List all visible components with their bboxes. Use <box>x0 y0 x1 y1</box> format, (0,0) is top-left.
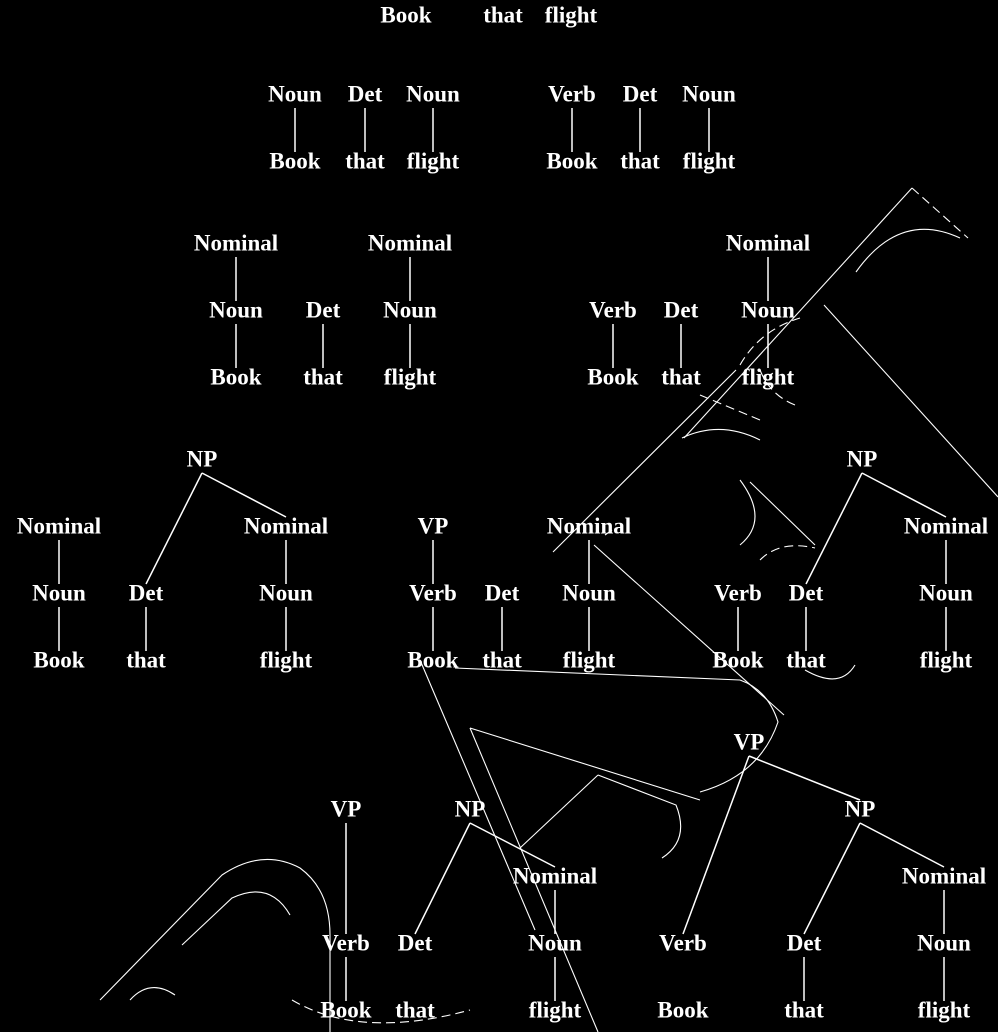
node-label-t10-m3: Nominal <box>901 863 987 889</box>
node-label-t2-w3: flight <box>406 148 460 174</box>
node-label-t2-n1: Noun <box>268 81 322 107</box>
tree-edge-t10-np-n2 <box>804 823 860 934</box>
node-label-t8-w2: that <box>786 647 826 673</box>
node-label-t4-n2: Det <box>305 297 341 323</box>
node-label-t10-w3: flight <box>917 997 971 1023</box>
node-label-t8-n3: Noun <box>919 580 973 606</box>
node-label-t3-n2: Det <box>622 81 658 107</box>
node-label-t7-m3: Nominal <box>546 513 632 539</box>
node-label-t7-w3: flight <box>562 647 616 673</box>
node-label-t4-m3: Nominal <box>367 230 453 256</box>
node-label-t6-n2: Det <box>128 580 164 606</box>
tree-edge-t10-np-m3 <box>860 823 944 867</box>
node-label-t9-w3: flight <box>528 997 582 1023</box>
node-label-t5-n2: Det <box>663 297 699 323</box>
tree-edges <box>59 108 946 1001</box>
tree-edge-t10-vp-n1 <box>683 756 749 934</box>
node-label-t2-w2: that <box>345 148 385 174</box>
tree-edge-t6-np-n2 <box>146 473 202 584</box>
node-label-t8-n1: Verb <box>714 580 762 606</box>
node-label-t3-w3: flight <box>682 148 736 174</box>
node-label-t10-n1: Verb <box>659 930 707 956</box>
node-label-t3-w2: that <box>620 148 660 174</box>
node-label-t6-w3: flight <box>259 647 313 673</box>
node-label-t5-w2: that <box>661 364 701 390</box>
node-label-t5-w3: flight <box>741 364 795 390</box>
node-label-t6-m3: Nominal <box>243 513 329 539</box>
node-label-t10-vp: VP <box>733 729 765 755</box>
node-label-t3-w1: Book <box>546 148 598 174</box>
node-label-t9-m3: Nominal <box>512 863 598 889</box>
node-label-t4-w1: Book <box>210 364 262 390</box>
node-label-t7-w1: Book <box>407 647 459 673</box>
node-label-t1-b: that <box>483 2 523 28</box>
node-label-t9-n2: Det <box>397 930 433 956</box>
node-label-t6-n3: Noun <box>259 580 313 606</box>
node-label-t5-w1: Book <box>587 364 639 390</box>
node-label-t4-w2: that <box>303 364 343 390</box>
node-label-t6-np: NP <box>186 446 218 472</box>
node-label-t4-n3: Noun <box>383 297 437 323</box>
node-label-t9-n1: Verb <box>322 930 370 956</box>
node-label-t5-n1: Verb <box>589 297 637 323</box>
node-label-t10-n3: Noun <box>917 930 971 956</box>
node-label-t7-n1: Verb <box>409 580 457 606</box>
node-label-t9-vp: VP <box>330 796 362 822</box>
node-label-t2-w1: Book <box>269 148 321 174</box>
node-label-t6-w2: that <box>126 647 166 673</box>
node-label-t9-w2: that <box>395 997 435 1023</box>
tree-edge-t8-np-n2 <box>806 473 862 584</box>
node-label-t8-w3: flight <box>919 647 973 673</box>
node-label-t9-n3: Noun <box>528 930 582 956</box>
node-label-t1-c: flight <box>544 2 598 28</box>
tree-edge-t10-vp-np <box>749 756 860 800</box>
node-label-t7-n2: Det <box>484 580 520 606</box>
node-label-t4-m1: Nominal <box>193 230 279 256</box>
node-label-t6-m1: Nominal <box>16 513 102 539</box>
node-label-t7-w2: that <box>482 647 522 673</box>
tree-edge-t8-np-m3 <box>862 473 946 517</box>
node-label-t10-n2: Det <box>786 930 822 956</box>
node-label-t7-vp: VP <box>417 513 449 539</box>
node-label-t8-n2: Det <box>788 580 824 606</box>
tree-edge-t9-np-n2 <box>415 823 470 934</box>
node-label-t8-w1: Book <box>712 647 764 673</box>
node-label-t2-n2: Det <box>347 81 383 107</box>
node-label-t10-w1: Book <box>657 997 709 1023</box>
node-label-t7-n3: Noun <box>562 580 616 606</box>
node-label-t10-np: NP <box>844 796 876 822</box>
node-label-t1-a: Book <box>380 2 432 28</box>
node-label-t6-n1: Noun <box>32 580 86 606</box>
node-label-t9-np: NP <box>454 796 486 822</box>
node-label-t8-np: NP <box>846 446 878 472</box>
tree-edge-t6-np-m3 <box>202 473 286 517</box>
node-label-t2-n3: Noun <box>406 81 460 107</box>
node-label-t6-w1: Book <box>33 647 85 673</box>
node-label-t9-w1: Book <box>320 997 372 1023</box>
node-label-t8-m3: Nominal <box>903 513 989 539</box>
node-label-t5-n3: Noun <box>741 297 795 323</box>
node-label-t4-n1: Noun <box>209 297 263 323</box>
node-label-t4-w3: flight <box>383 364 437 390</box>
node-label-t10-w2: that <box>784 997 824 1023</box>
node-label-t5-m3: Nominal <box>725 230 811 256</box>
node-label-t3-n3: Noun <box>682 81 736 107</box>
node-label-t3-n1: Verb <box>548 81 596 107</box>
